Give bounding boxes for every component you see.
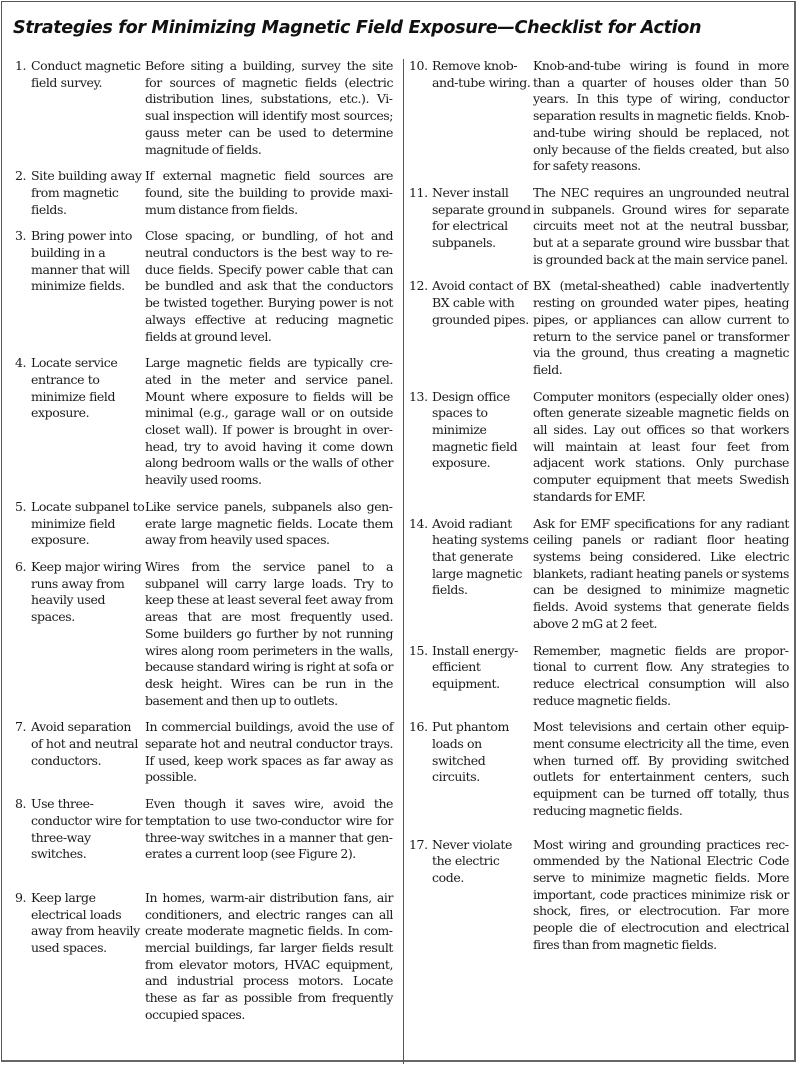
item-heading (409, 185, 533, 252)
column-divider (403, 59, 404, 1064)
item-heading (409, 837, 533, 887)
item-heading (15, 559, 145, 626)
item-heading (15, 719, 145, 769)
checklist-item (409, 58, 789, 175)
item-number: 13. (409, 388, 428, 404)
item-heading (15, 355, 145, 422)
item-action: Locate subpanel to minimize field exposure. (31, 498, 145, 548)
item-action: Remove knob-and-tube wiring. (432, 58, 531, 90)
item-number: 16. (409, 719, 428, 735)
item-heading (409, 278, 533, 328)
item-heading (409, 58, 533, 91)
item-description: In homes, warm-air distribution fans, air conditioners, and electric ranges can all create moderate magnetic fields. In commercial buildings, far larger fields result from elevator motors, HVAC equipment, and industrial process motors. Locate these as far as possible from frequently occupied spaces. (145, 889, 393, 1022)
item-action: Bring power into building in a manner that will minimize fields. (31, 228, 132, 294)
item-heading (409, 516, 533, 600)
item-number: 7. (15, 719, 27, 735)
item-description: The NEC requires an ungrounded neutral in subpanels. Ground wires for separate circuits meet not at the neutral bussbar, but at a separate ground wire bussbar that is grounded back at the main service panel. (533, 184, 789, 267)
item-description: Knob-and-tube wiring is found in more than a quarter of houses older than 50 years. In this type of wiring, conductor separation results in magnetic fields. Knob-and-tube wiring should be replaced, not only because of the fields created, but also for safety reasons. (533, 58, 789, 174)
item-description: Most televisions and certain other equipment consume electricity all the time, even when turned off. By providing switched outlets for entertainment centers, such equipment can be turned off totally, thus reducing magnetic fields. (533, 719, 789, 818)
item-description: Computer monitors (especially older ones) often generate sizeable magnetic fields on all sides. Lay out offices so that workers will maintain at least four feet from adjacent work stations. Only purchase computer equipment that meets Swedish standards for EMF. (533, 388, 789, 504)
item-action: Install energy-efficient equipment. (432, 642, 518, 691)
item-number: 11. (409, 184, 428, 200)
item-description: Close spacing, or bundling, of hot and neutral conductors is the best way to reduce fields. Specify power cable that can be bundled and ask that the conductors be twisted together. Burying power is not always effective at reducing magnetic fields at ground level. (145, 228, 393, 344)
item-action: Use three-conductor wire for three-way switches. (31, 796, 143, 862)
checklist-item (409, 643, 789, 710)
checklist-item (15, 796, 393, 863)
item-action: Keep large electrical loads away from heavily used spaces. (31, 889, 140, 956)
item-heading (15, 890, 145, 957)
checklist-item (15, 890, 393, 1024)
item-number: 15. (409, 642, 428, 658)
item-heading (15, 796, 145, 863)
item-number: 8. (15, 796, 27, 812)
checklist-item (15, 559, 393, 709)
item-description: Wires from the service panel to a subpanel will carry large loads. Try to keep these at least several feet away from areas that are most frequently used. Some builders go further by not running wires along room perimeters in the walls, because standard wiring is right at sofa or desk height. Wires can be run in the basement and then up to outlets. (145, 558, 393, 708)
checklist-item (409, 278, 789, 378)
item-action: Avoid radiant heating systems that generate large magnetic fields. (432, 515, 529, 598)
item-action: Keep major wiring runs away from heavily used spaces. (31, 558, 142, 625)
item-action: Avoid separation of hot and neutral conductors. (31, 719, 138, 768)
item-number: 3. (15, 228, 27, 244)
checklist-item (409, 185, 789, 269)
checklist-item (15, 355, 393, 489)
item-heading (409, 389, 533, 473)
item-number: 2. (15, 168, 27, 184)
checklist-item (409, 719, 789, 819)
checklist-item (15, 719, 393, 786)
item-number: 9. (15, 889, 27, 905)
checklist-item (15, 58, 393, 158)
item-description: Most wiring and grounding practices recommended by the National Electric Code serve to minimize magnetic fields. More important, code practices minimize risk or shock, fires, or electrocution. Far more people die of electrocution and electrical fires than from magnetic fields. (533, 836, 789, 952)
checklist-column-left (15, 58, 393, 1024)
item-action: Put phantom loads on switched circuits. (432, 719, 510, 785)
item-heading (15, 228, 145, 295)
item-heading (15, 58, 145, 91)
item-heading (15, 499, 145, 549)
checklist-item (15, 499, 393, 549)
item-number: 17. (409, 836, 428, 852)
item-number: 4. (15, 355, 27, 371)
item-number: 10. (409, 58, 428, 73)
item-heading (409, 643, 533, 693)
item-action: Never install separate ground for electrical subpanels. (432, 184, 531, 251)
item-number: 1. (15, 58, 27, 73)
item-heading (409, 719, 533, 786)
item-action: Never violate the electric code. (432, 836, 512, 885)
item-heading (15, 168, 145, 218)
page-title: Strategies for Minimizing Magnetic Field Exposure—Checklist for Action (13, 18, 702, 38)
checklist-item (15, 228, 393, 345)
item-number: 6. (15, 558, 27, 574)
item-action: Locate service entrance to minimize field exposure. (31, 355, 118, 421)
item-description: If external magnetic field sources are found, site the building to provide maximum distance from fields. (145, 168, 393, 217)
item-action: Design office spaces to minimize magnetic field exposure. (432, 388, 518, 471)
item-number: 12. (409, 278, 428, 294)
item-description: Like service panels, subpanels also generate large magnetic fields. Locate them away from heavily used spaces. (145, 498, 393, 548)
item-description: In commercial buildings, avoid the use of separate hot and neutral conductor trays. If used, keep work spaces as far away as possible. (145, 719, 393, 785)
item-action: Avoid contact of BX cable with grounded pipes. (432, 278, 529, 327)
item-description: Large magnetic fields are typically created in the meter and service panel. Mount where exposure to fields will be minimal (e.g., garage wall or on outside closet wall). If power is brought in overhead, try to avoid having it come down along bedroom walls or the walls of other heavily used rooms. (145, 355, 393, 488)
item-number: 14. (409, 515, 428, 531)
item-description: Before siting a building, survey the site for sources of magnetic fields (electric distribution lines, substations, etc.). Visual inspection will identify most sources; gauss meter can be used to determine magnitude of fields. (145, 58, 393, 157)
item-action: Site building away from magnetic fields. (31, 168, 142, 217)
item-description: Remember, magnetic fields are proportional to current flow. Any strategies to reduce electrical consumption will also reduce magnetic fields. (533, 642, 789, 708)
item-description: Ask for EMF specifications for any radiant ceiling panels or radiant floor heating systems being considered. Like electric blankets, radiant heating panels or systems can be designed to minimize magnetic fields. Avoid systems that generate fields above 2 mG at 2 feet. (533, 515, 789, 631)
checklist-item (409, 837, 789, 954)
item-description: BX (metal-sheathed) cable inadvertently resting on grounded water pipes, heating pipes, or appliances can allow current to return to the service panel or transformer via the ground, thus creating a magnetic field. (533, 278, 789, 377)
item-number: 5. (15, 498, 27, 514)
item-description: Even though it saves wire, avoid the temptation to use two-conductor wire for three-way switches in a manner that generates a current loop (see Figure 2). (145, 796, 393, 862)
item-action: Conduct magnetic field survey. (31, 58, 141, 90)
checklist-item (15, 168, 393, 218)
checklist-column-right (409, 58, 789, 953)
checklist-item (409, 516, 789, 633)
checklist-item (409, 389, 789, 506)
